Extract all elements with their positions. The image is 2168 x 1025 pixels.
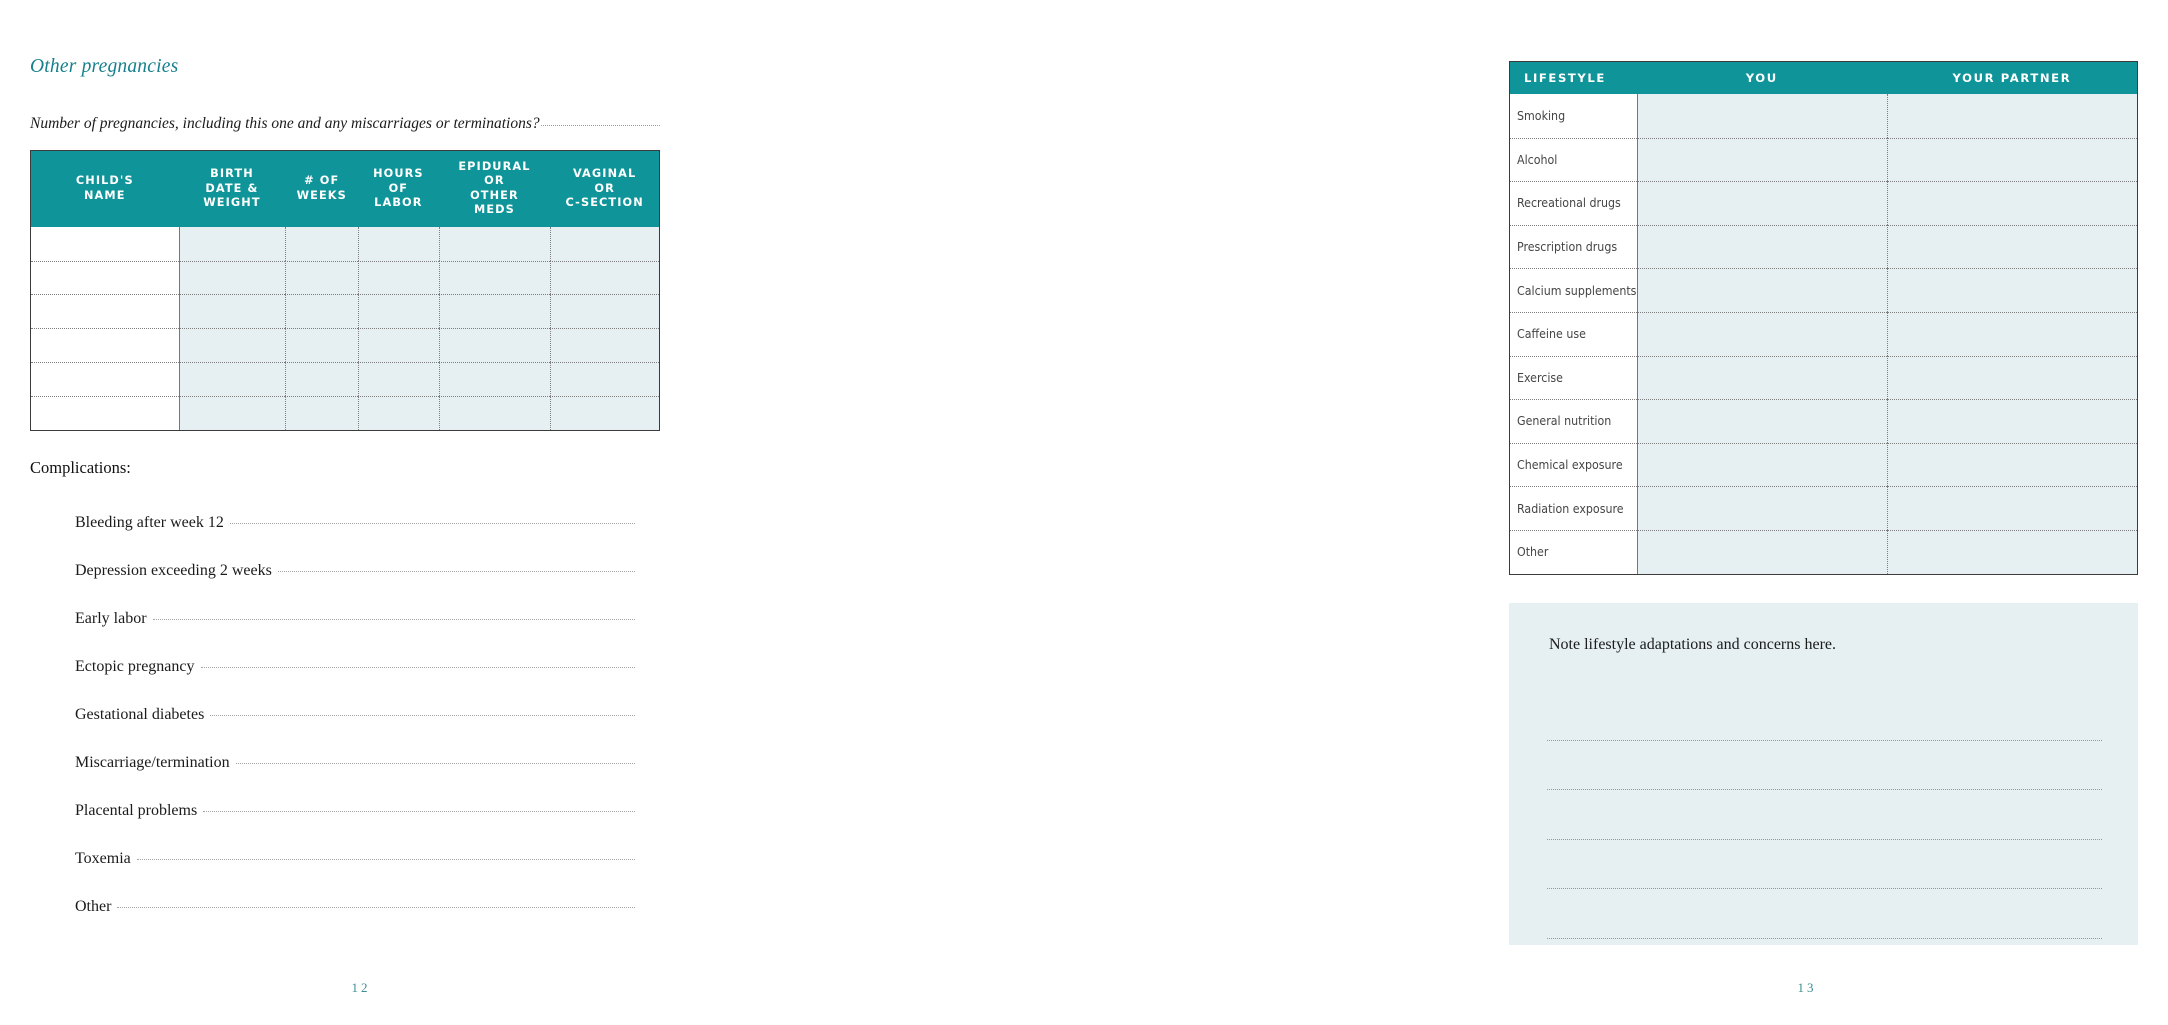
complication-input-line[interactable]: [201, 666, 636, 668]
pregnancy-table-header: [31, 151, 659, 227]
pregnancy-count-input-line[interactable]: [541, 124, 660, 126]
lifestyle-you-cell[interactable]: [1637, 356, 1887, 400]
table-cell[interactable]: [358, 261, 438, 295]
lifestyle-row-label: Calcium supplements: [1510, 268, 1637, 312]
list-item: [75, 514, 635, 562]
table-cell[interactable]: [550, 261, 659, 295]
table-row: [31, 261, 659, 295]
table-cell[interactable]: [285, 294, 358, 328]
complication-label: Placental problems: [75, 802, 198, 819]
table-row: [31, 227, 659, 261]
complication-input-line[interactable]: [137, 858, 635, 860]
complication-input-line[interactable]: [117, 906, 635, 908]
table-row: [31, 362, 659, 396]
table-cell[interactable]: [179, 227, 286, 261]
table-row: [1510, 94, 2137, 138]
table-row: [31, 294, 659, 328]
column-header-epidural-or-other-meds: EPIDURAL OR OTHER MEDS: [458, 160, 531, 217]
lifestyle-you-cell[interactable]: [1637, 530, 1887, 574]
table-cell[interactable]: [285, 396, 358, 430]
complication-input-line[interactable]: [230, 522, 635, 524]
complication-label: Miscarriage/termination: [75, 754, 230, 771]
table-cell[interactable]: [31, 328, 179, 362]
table-row: [1510, 486, 2137, 530]
note-input-line[interactable]: [1547, 889, 2102, 939]
lifestyle-row-label: Alcohol: [1510, 138, 1637, 182]
table-cell[interactable]: [550, 328, 659, 362]
table-row: [1510, 356, 2137, 400]
pregnancy-table-body: [31, 227, 659, 430]
table-cell[interactable]: [31, 227, 179, 261]
complication-label: Other: [75, 898, 112, 915]
table-row: [1510, 268, 2137, 312]
lifestyle-partner-cell[interactable]: [1887, 530, 2137, 574]
lifestyle-partner-cell[interactable]: [1887, 486, 2137, 530]
table-row: [1510, 312, 2137, 356]
note-input-line[interactable]: [1547, 741, 2102, 791]
complication-label: Early labor: [75, 610, 147, 627]
table-cell[interactable]: [31, 261, 179, 295]
complication-label: Ectopic pregnancy: [75, 658, 195, 675]
left-page: [0, 0, 722, 1025]
complication-input-line[interactable]: [203, 810, 635, 812]
lifestyle-partner-cell[interactable]: [1887, 94, 2137, 138]
lifestyle-table-body: [1510, 94, 2137, 574]
complication-input-line[interactable]: [153, 618, 635, 620]
note-input-line[interactable]: [1547, 790, 2102, 840]
table-row: [31, 328, 659, 362]
table-row: [1510, 530, 2137, 574]
lifestyle-row-label: Caffeine use: [1510, 312, 1637, 356]
table-cell[interactable]: [439, 328, 551, 362]
pregnancy-table: [30, 150, 660, 431]
table-cell[interactable]: [179, 294, 286, 328]
list-item: [75, 802, 635, 850]
lifestyle-you-cell[interactable]: [1637, 268, 1887, 312]
note-input-line[interactable]: [1547, 691, 2102, 741]
lifestyle-partner-cell[interactable]: [1887, 312, 2137, 356]
pregnancy-count-question-label: Number of pregnancies, including this one and any miscarriages or terminations?: [30, 115, 540, 132]
table-cell[interactable]: [439, 261, 551, 295]
table-cell[interactable]: [179, 396, 286, 430]
table-cell[interactable]: [550, 294, 659, 328]
note-box: [1509, 603, 2138, 945]
table-row: [31, 396, 659, 430]
table-cell[interactable]: [285, 227, 358, 261]
list-item: [75, 754, 635, 802]
table-cell[interactable]: [358, 362, 438, 396]
complication-input-line[interactable]: [236, 762, 635, 764]
lifestyle-row-label: Exercise: [1510, 356, 1637, 400]
table-cell[interactable]: [179, 328, 286, 362]
table-cell[interactable]: [285, 261, 358, 295]
list-item: [75, 850, 635, 898]
table-cell[interactable]: [439, 294, 551, 328]
column-header-number-of-weeks: # OF WEEKS: [296, 174, 347, 202]
column-header-vaginal-or-c-section: VAGINAL OR C-SECTION: [565, 167, 644, 210]
lifestyle-you-cell[interactable]: [1637, 443, 1887, 487]
table-cell[interactable]: [31, 294, 179, 328]
lifestyle-row-label: Radiation exposure: [1510, 486, 1637, 530]
pregnancy-count-question: [30, 115, 660, 133]
complication-label: Depression exceeding 2 weeks: [75, 562, 272, 579]
column-header-birth-date-weight: BIRTH DATE & WEIGHT: [203, 167, 261, 210]
table-cell[interactable]: [179, 261, 286, 295]
table-cell[interactable]: [179, 362, 286, 396]
complication-label: Gestational diabetes: [75, 706, 205, 723]
lifestyle-partner-cell[interactable]: [1887, 399, 2137, 443]
lifestyle-you-cell[interactable]: [1637, 486, 1887, 530]
table-cell[interactable]: [550, 227, 659, 261]
page-number-left: 12: [351, 980, 371, 995]
lifestyle-row-label: Chemical exposure: [1510, 443, 1637, 487]
lifestyle-row-label: General nutrition: [1510, 399, 1637, 443]
list-item: [75, 898, 635, 946]
page-number-right: 13: [1797, 980, 1817, 995]
table-cell[interactable]: [550, 362, 659, 396]
lifestyle-you-cell[interactable]: [1637, 181, 1887, 225]
lifestyle-table: [1509, 61, 2138, 575]
table-row: [1510, 138, 2137, 182]
note-box-title: Note lifestyle adaptations and concerns here.: [1549, 636, 1836, 653]
column-header-your-partner: YOUR PARTNER: [1952, 71, 2072, 85]
lifestyle-you-cell[interactable]: [1637, 399, 1887, 443]
lifestyle-row-label: Smoking: [1510, 94, 1637, 138]
list-item: [75, 610, 635, 658]
lifestyle-you-cell[interactable]: [1637, 225, 1887, 269]
complications-label: Complications:: [30, 458, 131, 477]
lifestyle-partner-cell[interactable]: [1887, 138, 2137, 182]
list-item: [75, 658, 635, 706]
lifestyle-you-cell[interactable]: [1637, 94, 1887, 138]
column-header-lifestyle: LIFESTYLE: [1524, 71, 1606, 85]
list-item: [75, 562, 635, 610]
complication-input-line[interactable]: [278, 570, 635, 572]
table-cell[interactable]: [439, 396, 551, 430]
table-cell[interactable]: [285, 362, 358, 396]
lifestyle-partner-cell[interactable]: [1887, 443, 2137, 487]
complication-label: Bleeding after week 12: [75, 514, 224, 531]
lifestyle-you-cell[interactable]: [1637, 138, 1887, 182]
table-cell[interactable]: [358, 328, 438, 362]
note-input-line[interactable]: [1547, 840, 2102, 890]
lifestyle-partner-cell[interactable]: [1887, 225, 2137, 269]
right-page: [723, 0, 2072, 1025]
column-header-hours-of-labor: HOURS OF LABOR: [373, 167, 424, 210]
lifestyle-partner-cell[interactable]: [1887, 181, 2137, 225]
complication-input-line[interactable]: [210, 714, 635, 716]
table-cell[interactable]: [31, 362, 179, 396]
page-title: Other pregnancies: [30, 56, 179, 77]
lifestyle-row-label: Other: [1510, 530, 1637, 574]
lifestyle-partner-cell[interactable]: [1887, 268, 2137, 312]
table-row: [1510, 225, 2137, 269]
column-header-you: YOU: [1745, 71, 1778, 85]
table-cell[interactable]: [439, 227, 551, 261]
table-cell[interactable]: [358, 227, 438, 261]
table-cell[interactable]: [31, 396, 179, 430]
table-cell[interactable]: [550, 396, 659, 430]
table-cell[interactable]: [285, 328, 358, 362]
complication-label: Toxemia: [75, 850, 131, 867]
table-row: [1510, 399, 2137, 443]
table-cell[interactable]: [439, 362, 551, 396]
lifestyle-partner-cell[interactable]: [1887, 356, 2137, 400]
table-cell[interactable]: [358, 396, 438, 430]
lifestyle-you-cell[interactable]: [1637, 312, 1887, 356]
complications-list: [75, 514, 635, 946]
lifestyle-table-header: [1510, 62, 2137, 94]
lifestyle-row-label: Prescription drugs: [1510, 225, 1637, 269]
note-box-lines: [1547, 691, 2102, 939]
table-cell[interactable]: [358, 294, 438, 328]
column-header-childs-name: CHILD'S NAME: [75, 174, 134, 202]
table-row: [1510, 181, 2137, 225]
list-item: [75, 706, 635, 754]
table-row: [1510, 443, 2137, 487]
lifestyle-row-label: Recreational drugs: [1510, 181, 1637, 225]
